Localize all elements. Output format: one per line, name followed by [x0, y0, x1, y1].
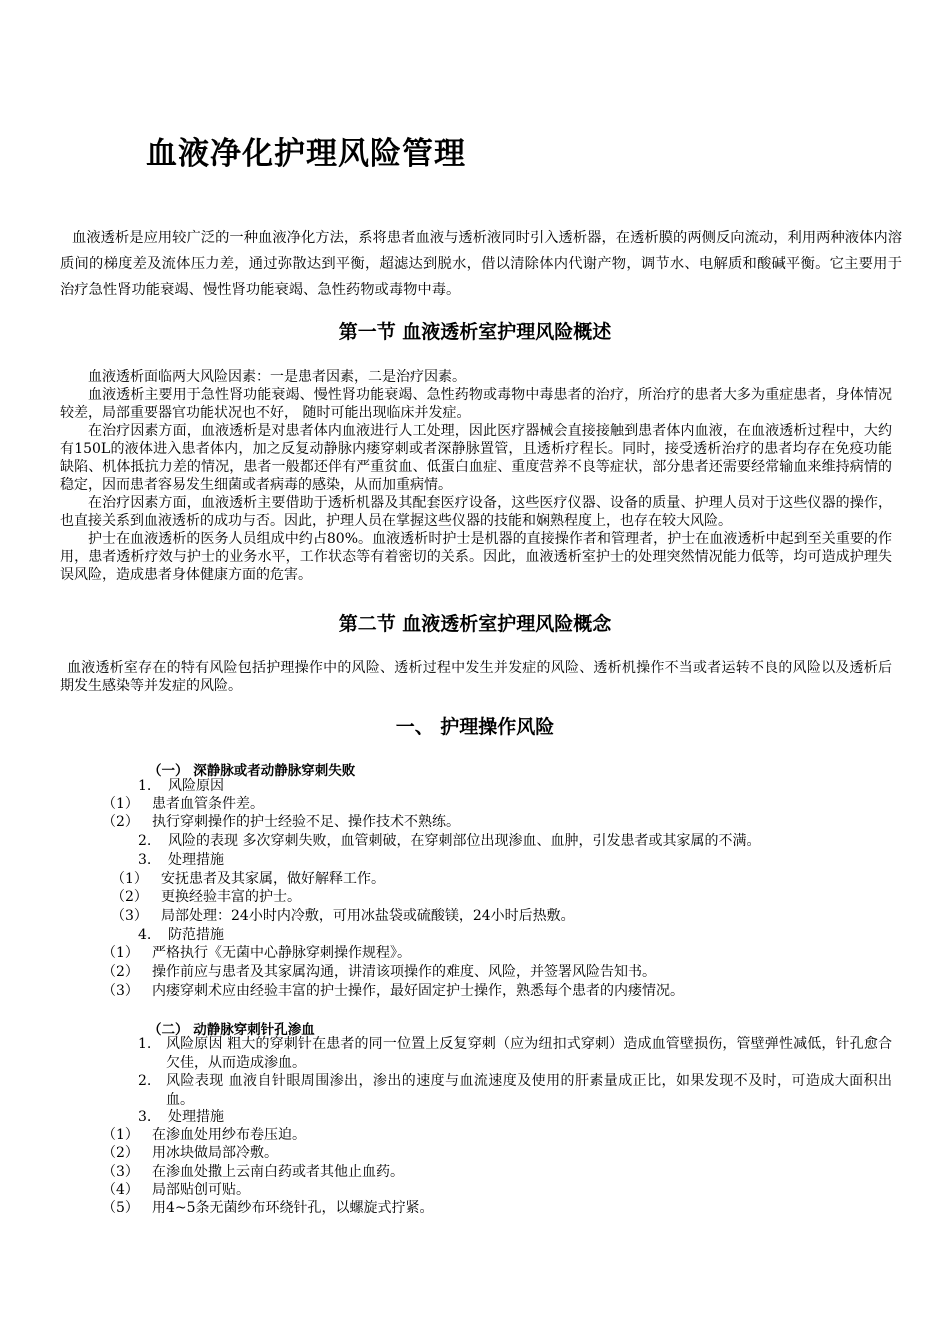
section2-paragraph: 血液透析室存在的特有风险包括护理操作中的风险、透析过程中发生并发症的风险、透析机操作不当或者运转不良的风险以及透析后期发生感染等并发症的风险。	[60, 660, 892, 694]
sub1-item-3b	[111, 888, 301, 906]
item-text: 在渗血处撒上云南白药或者其他止血药。	[152, 1164, 404, 1180]
section1-paragraph: 在治疗因素方面，血液透析是对患者体内血液进行人工处理，因此医疗器械会直接接触到患者体内血液，在血液透析过程中，大约有150L的液体进入患者体内，加之反复动静脉内瘘穿刺或者深静脉置管，且透析疗程长。同时，接受透析治疗的患者均存在免疫功能缺陷、机体抵抗力差的情况，患者一般都还伴有严重贫血、低蛋白血症、重度营养不良等症状，部分患者还需要经常输血来维持病情的稳定，因而患者容易发生细菌或者病毒的感染，从而加重病情。	[60, 423, 892, 493]
sub1-item-4	[138, 926, 224, 944]
sub2-item-3d	[102, 1181, 250, 1199]
item-number: 1.	[138, 778, 152, 794]
item-text: 操作前应与患者及其家属沟通，讲清该项操作的难度、风险，并签署风险告知书。	[152, 964, 656, 980]
item-number: （5）	[102, 1200, 139, 1216]
section2-body	[60, 659, 892, 695]
sub2-item-1: 风险原因 粗大的穿刺针在患者的同一位置上反复穿刺（应为纽扣式穿刺）造成血管壁损伤，管壁弹性减低，针孔愈合欠佳，从而造成渗血。	[166, 1036, 892, 1071]
item-number: 3.	[138, 1109, 152, 1125]
item-text: 内瘘穿刺术应由经验丰富的护士操作，最好固定护士操作，熟悉每个患者的内瘘情况。	[152, 983, 684, 999]
sub2-item-3	[138, 1108, 224, 1126]
item-number: 3.	[138, 852, 152, 868]
sub1-item-4a	[102, 944, 411, 962]
sub2-item-3e	[102, 1199, 434, 1217]
sub1-item-3	[138, 851, 224, 869]
item-text: 处理措施	[168, 852, 224, 868]
sub1-item-2	[138, 832, 760, 850]
item-text: 局部处理：24小时内冷敷，可用冰盐袋或硫酸镁，24小时后热敷。	[161, 908, 575, 924]
item-number: （3）	[111, 908, 148, 924]
section1-body	[60, 368, 892, 584]
item-text: 局部贴创可贴。	[152, 1182, 250, 1198]
item-text: 更换经验丰富的护士。	[161, 889, 301, 905]
item-number: （1）	[102, 1127, 139, 1143]
item-text: 患者血管条件差。	[152, 796, 264, 812]
section1-paragraph: 护士在血液透析的医务人员组成中约占80%。血液透析时护士是机器的直接操作者和管理者，护士在血液透析中起到至关重要的作用，患者透析疗效与护士的业务水平，工作状态等有着密切的关系。因此，血液透析室护士的处理突然情况能力低等，均可造成护理失误风险，造成患者身体健康方面的危害。	[60, 531, 892, 583]
item-number: （1）	[111, 871, 148, 887]
sub1-item-3c	[111, 907, 575, 925]
sub1-item-1	[138, 777, 224, 795]
item-text: 安抚患者及其家属，做好解释工作。	[161, 871, 385, 887]
sub2-item-3a	[102, 1126, 306, 1144]
item-text: 在渗血处用纱布卷压迫。	[152, 1127, 306, 1143]
item-text: 防范措施	[168, 927, 224, 943]
item-number: 4.	[138, 927, 152, 943]
sub2-item-2: 风险表现 血液自针眼周围渗出，渗出的速度与血流速度及使用的肝素量成正比，如果发现不及时，可造成大面积出血。	[166, 1073, 892, 1108]
item-number: 2.	[138, 833, 152, 849]
sub2-item-3b	[102, 1144, 278, 1162]
sub1-item-1a	[102, 795, 264, 813]
sub2-heading: （二） 动静脉穿刺针孔渗血	[148, 1022, 315, 1038]
sub1-heading: （一） 深静脉或者动静脉穿刺失败	[148, 763, 356, 779]
sub1-item-4c	[102, 982, 684, 1000]
part1-heading: 一、 护理操作风险	[395, 716, 555, 738]
item-number: （2）	[111, 889, 148, 905]
item-number: （3）	[102, 1164, 139, 1180]
item-number: （1）	[102, 945, 139, 961]
section1-paragraph: 血液透析面临两大风险因素：一是患者因素，二是治疗因素。	[88, 369, 466, 385]
item-number: （3）	[102, 983, 139, 999]
item-number: （1）	[102, 796, 139, 812]
item-number: （2）	[102, 1145, 139, 1161]
section1-heading: 第一节 血液透析室护理风险概述	[338, 321, 612, 343]
sub1-item-4b	[102, 963, 656, 981]
item-text: 执行穿刺操作的护士经验不足、操作技术不熟练。	[152, 814, 460, 830]
item-number: 1.	[138, 1036, 152, 1052]
item-text: 用冰块做局部冷敷。	[152, 1145, 278, 1161]
section1-paragraph: 在治疗因素方面，血液透析主要借助于透析机器及其配套医疗设备，这些医疗仪器、设备的质量、护理人员对于这些仪器的操作，也直接关系到血液透析的成功与否。因此，护理人员在掌握这些仪器的技能和娴熟程度上，也存在较大风险。	[60, 495, 892, 529]
document-title: 血液净化护理风险管理	[146, 136, 466, 172]
item-text: 处理措施	[168, 1109, 224, 1125]
section1-paragraph: 血液透析主要用于急性肾功能衰竭、慢性肾功能衰竭、急性药物或毒物中毒患者的治疗，所治疗的患者大多为重症患者，身体情况较差，局部重要器官功能状况也不好， 随时可能出现临床并发症。	[60, 387, 892, 421]
item-text: 用4~5条无菌纱布环绕针孔，以螺旋式拧紧。	[152, 1200, 434, 1216]
item-number: （4）	[102, 1182, 139, 1198]
intro-text: 血液透析是应用较广泛的一种血液净化方法，系将患者血液与透析液同时引入透析器，在透析膜的两侧反向流动，利用两种液体内溶质间的梯度差及流体压力差，通过弥散达到平衡，超滤达到脱水，借以清除体内代谢产物，调节水、电解质和酸碱平衡。它主要用于治疗急性肾功能衰竭、慢性肾功能衰竭、急性药物或毒物中毒。	[60, 230, 902, 298]
item-number: 2.	[138, 1073, 152, 1089]
item-number: （2）	[102, 964, 139, 980]
intro-paragraph	[60, 225, 902, 303]
item-text: 风险的表现 多次穿刺失败，血管刺破，在穿刺部位出现渗血、血肿，引发患者或其家属的不满。	[168, 833, 761, 849]
sub2-item-3c	[102, 1163, 404, 1181]
sub1-item-1b	[102, 813, 460, 831]
section2-heading: 第二节 血液透析室护理风险概念	[338, 613, 612, 635]
item-number: （2）	[102, 814, 139, 830]
sub1-item-3a	[111, 870, 385, 888]
item-text: 风险原因	[168, 778, 224, 794]
item-text: 严格执行《无菌中心静脉穿刺操作规程》。	[152, 945, 411, 961]
